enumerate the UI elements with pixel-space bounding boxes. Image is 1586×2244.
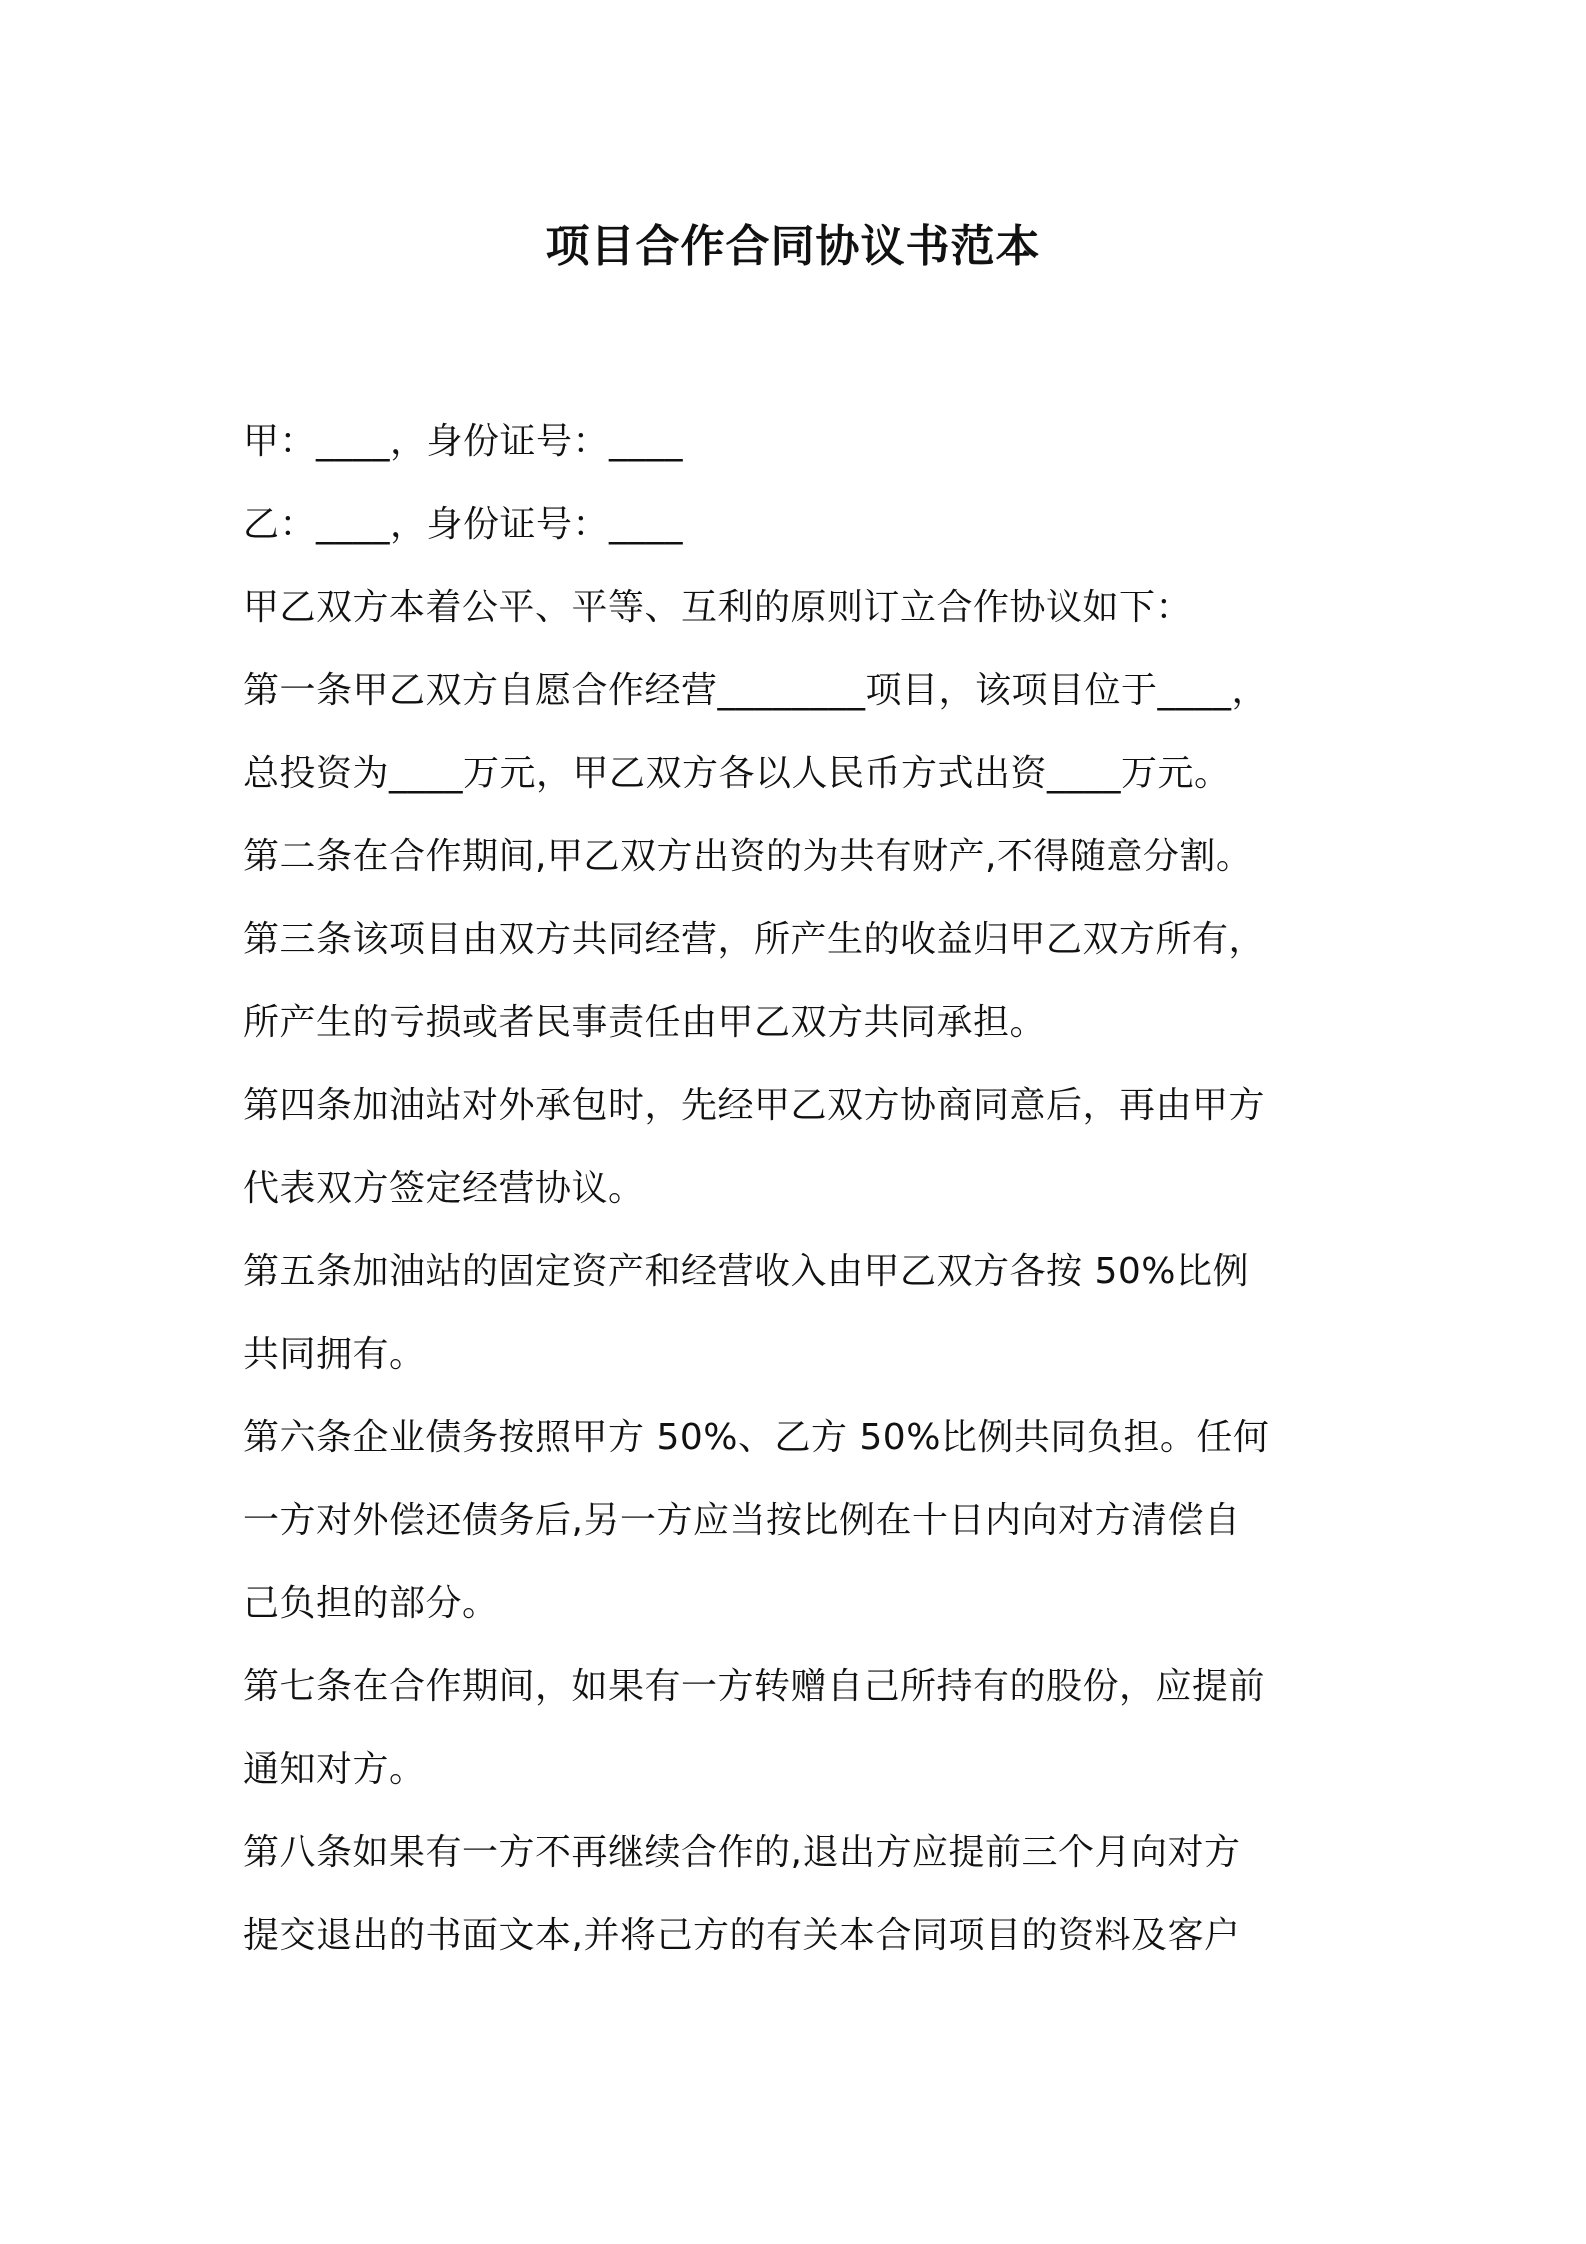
article-6-line-2: 一方对外偿还债务后,另一方应当按比例在十日内向对方清偿自	[243, 1500, 1241, 1541]
article-3-line-1: 第三条该项目由双方共同经营，所产生的收益归甲乙双方所有，	[243, 919, 1266, 960]
article-2-line-1: 第二条在合作期间,甲乙双方出资的为共有财产,不得随意分割。	[243, 836, 1253, 877]
article-7-line-1: 第七条在合作期间，如果有一方转赠自己所持有的股份，应提前	[243, 1666, 1266, 1707]
article-6-line-1: 第六条企业债务按照甲方 50%、乙方 50%比例共同负担。任何	[243, 1417, 1270, 1458]
article-1-line-1: 第一条甲乙双方自愿合作经营________项目，该项目位于____，	[243, 670, 1269, 711]
article-8-line-2: 提交退出的书面文本,并将己方的有关本合同项目的资料及客户	[243, 1915, 1241, 1956]
article-1-line-2: 总投资为____万元，甲乙双方各以人民币方式出资____万元。	[243, 753, 1231, 794]
article-3-line-2: 所产生的亏损或者民事责任由甲乙双方共同承担。	[243, 1002, 1047, 1043]
party-a-line: 甲：____，身份证号：____	[243, 421, 684, 462]
document-title: 项目合作合同协议书范本	[545, 221, 1041, 272]
document-body	[243, 400, 1363, 1977]
preamble-line: 甲乙双方本着公平、平等、互利的原则订立合作协议如下：	[243, 587, 1193, 628]
article-5-line-1: 第五条加油站的固定资产和经营收入由甲乙双方各按 50%比例	[243, 1251, 1249, 1292]
article-7-line-2: 通知对方。	[243, 1749, 426, 1790]
article-6-line-3: 己负担的部分。	[243, 1583, 499, 1624]
article-8-line-1: 第八条如果有一方不再继续合作的,退出方应提前三个月向对方	[243, 1832, 1241, 1873]
article-5-line-2: 共同拥有。	[243, 1334, 426, 1375]
article-4-line-2: 代表双方签定经营协议。	[243, 1168, 645, 1209]
article-4-line-1: 第四条加油站对外承包时，先经甲乙双方协商同意后，再由甲方	[243, 1085, 1266, 1126]
party-b-line: 乙：____，身份证号：____	[243, 504, 684, 545]
